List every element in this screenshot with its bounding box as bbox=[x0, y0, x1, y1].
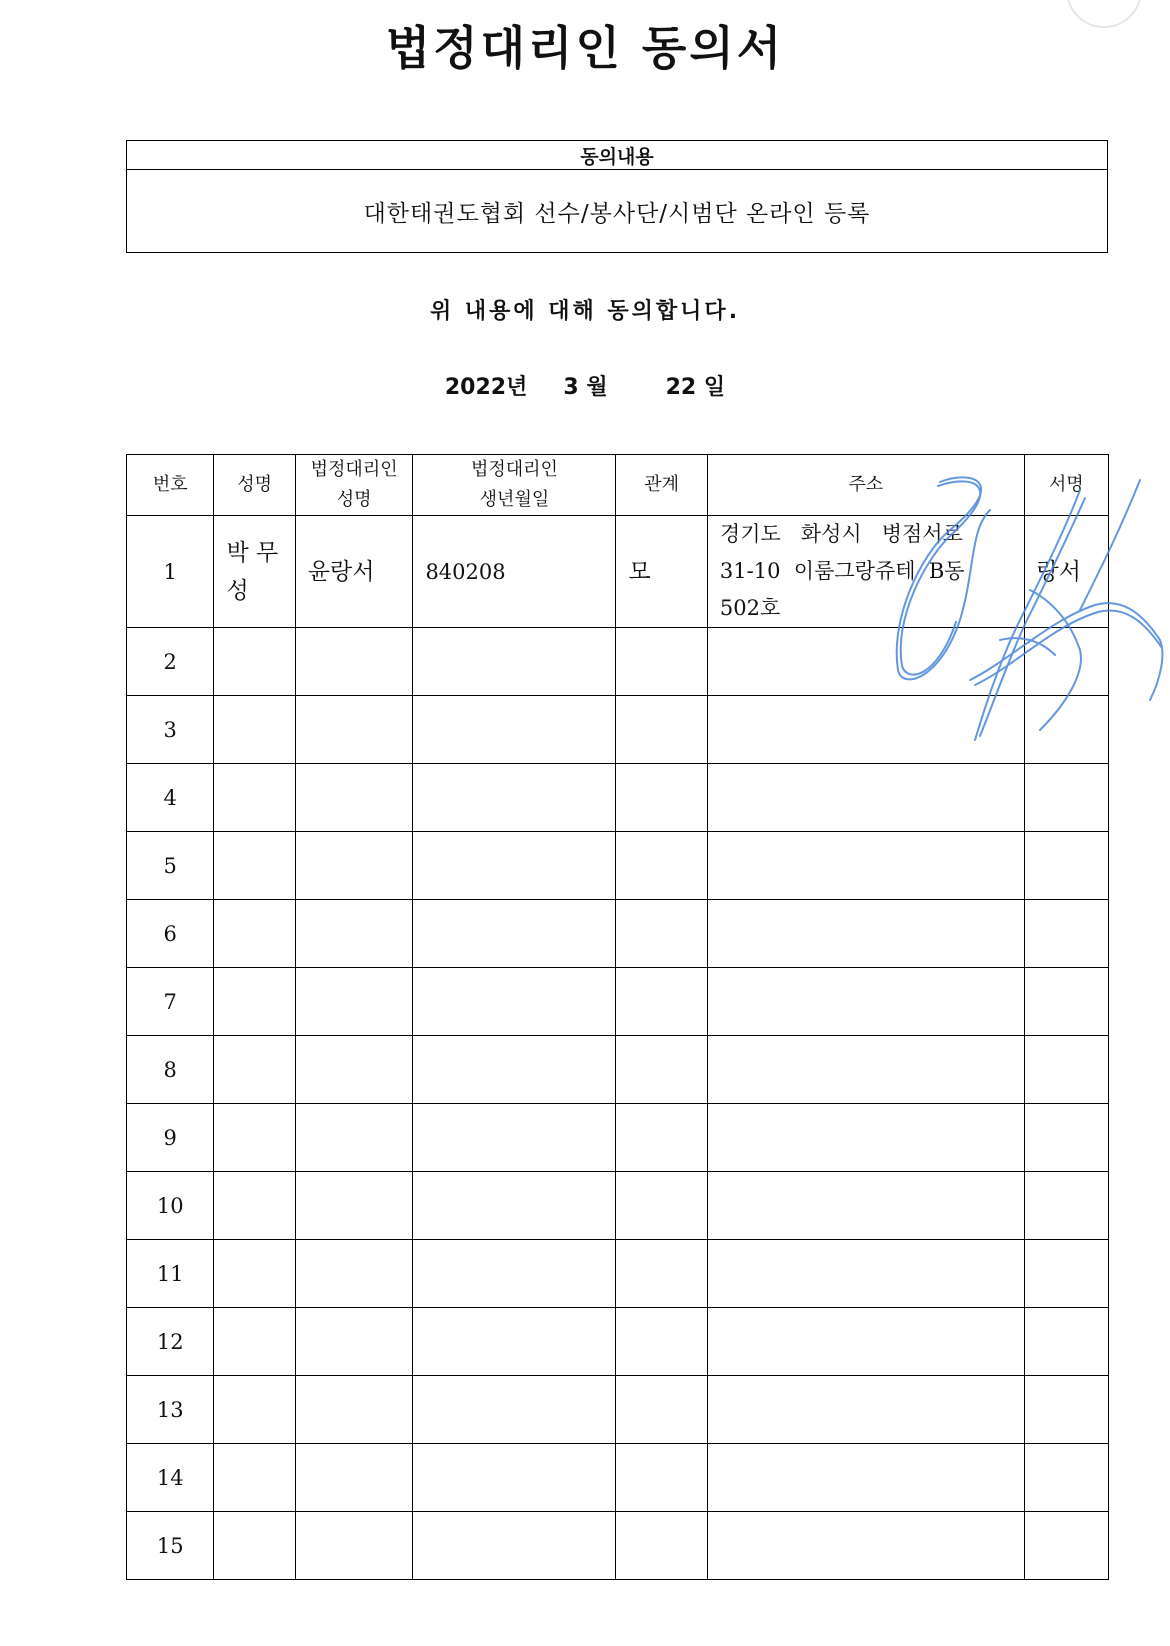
table-row bbox=[127, 1376, 1109, 1444]
row-number: 1 bbox=[127, 516, 214, 628]
row-number: 12 bbox=[127, 1308, 214, 1376]
date-year: 2022년 bbox=[444, 375, 528, 400]
date-month: 3 월 bbox=[563, 375, 608, 400]
header-guardian-birth: 법정대리인 생년월일 bbox=[413, 455, 616, 516]
table-row bbox=[127, 1036, 1109, 1104]
guardian-birth: 840208 bbox=[413, 516, 616, 628]
date-day: 22 일 bbox=[665, 375, 726, 400]
header-guardian-name: 법정대리인 성명 bbox=[295, 455, 413, 516]
student-name: 박 무 성 bbox=[214, 516, 295, 628]
header-no: 번호 bbox=[127, 455, 214, 516]
row-number: 6 bbox=[127, 900, 214, 968]
row-number: 7 bbox=[127, 968, 214, 1036]
consent-content: 대한태권도협회 선수/봉사단/시범단 온라인 등록 bbox=[127, 170, 1108, 253]
row-number: 15 bbox=[127, 1512, 214, 1580]
table-row bbox=[127, 900, 1109, 968]
header-signature: 서명 bbox=[1024, 455, 1108, 516]
consent-content-box bbox=[126, 140, 1108, 253]
table-row bbox=[127, 1308, 1109, 1376]
relation: 모 bbox=[616, 516, 707, 628]
row-number: 9 bbox=[127, 1104, 214, 1172]
row-number: 4 bbox=[127, 764, 214, 832]
signature-text: 랑서 bbox=[1024, 516, 1108, 628]
table-row bbox=[127, 1172, 1109, 1240]
table-row bbox=[127, 696, 1109, 764]
row-number: 8 bbox=[127, 1036, 214, 1104]
consent-header: 동의내용 bbox=[127, 141, 1108, 170]
table-row bbox=[127, 1512, 1109, 1580]
document-title: 법정대리인 동의서 bbox=[385, 21, 785, 75]
table-header-row bbox=[127, 455, 1109, 516]
agreement-statement: 위 내용에 대해 동의합니다. bbox=[429, 299, 741, 324]
address: 경기도 화성시 병점서로 31-10 이룸그랑쥬테 B동 502호 bbox=[707, 516, 1024, 628]
table-row bbox=[127, 1240, 1109, 1308]
row-number: 11 bbox=[127, 1240, 214, 1308]
table-row bbox=[127, 1104, 1109, 1172]
row-number: 3 bbox=[127, 696, 214, 764]
row-number: 5 bbox=[127, 832, 214, 900]
table-row bbox=[127, 764, 1109, 832]
header-address: 주소 bbox=[707, 455, 1024, 516]
row-number: 14 bbox=[127, 1444, 214, 1512]
table-row bbox=[127, 1444, 1109, 1512]
header-relation: 관계 bbox=[616, 455, 707, 516]
row-number: 2 bbox=[127, 628, 214, 696]
row-number: 13 bbox=[127, 1376, 214, 1444]
row-number: 10 bbox=[127, 1172, 214, 1240]
table-row bbox=[127, 516, 1109, 628]
table-row bbox=[127, 968, 1109, 1036]
guardian-table bbox=[126, 454, 1109, 1580]
date-line bbox=[0, 370, 1170, 401]
header-name: 성명 bbox=[214, 455, 295, 516]
table-row bbox=[127, 628, 1109, 696]
table-row bbox=[127, 832, 1109, 900]
guardian-name: 윤랑서 bbox=[295, 516, 413, 628]
